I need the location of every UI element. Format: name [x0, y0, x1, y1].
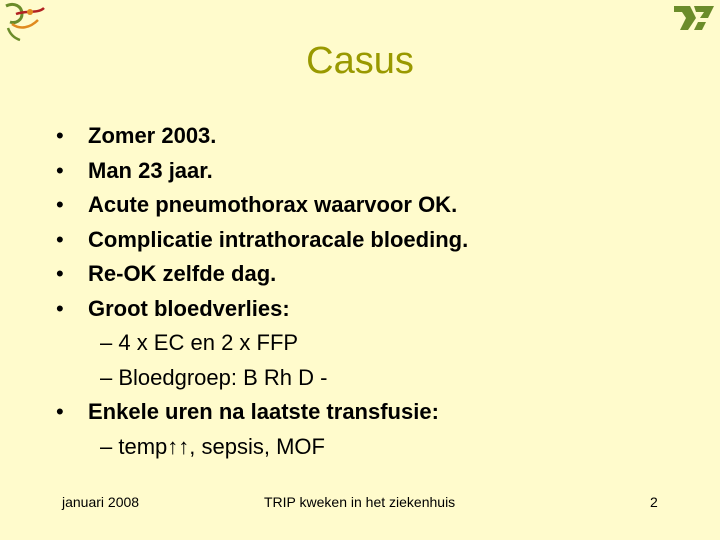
list-item	[0, 223, 720, 258]
sub-bullet-text: – 4 x EC en 2 x FFP	[100, 330, 299, 355]
sub-list-item	[0, 361, 720, 396]
bullet-text: Enkele uren na laatste transfusie:	[88, 399, 439, 424]
bullet-text: Complicatie intrathoracale bloeding.	[88, 226, 469, 252]
bullet-marker: •	[56, 157, 64, 183]
sub-list-item	[0, 430, 720, 465]
bullet-marker: •	[56, 192, 64, 217]
bullet-marker: •	[56, 226, 64, 252]
bullet-text: Man 23 jaar.	[88, 157, 213, 183]
sub-bullet-text: – Bloedgroep: B Rh D -	[100, 364, 328, 390]
list-item	[0, 154, 720, 189]
list-item	[0, 395, 720, 430]
bullet-text: Re-OK zelfde dag.	[88, 261, 277, 286]
bullet-text: Zomer 2003.	[88, 123, 217, 148]
bullet-marker: •	[56, 399, 64, 424]
trip-logo-icon	[670, 0, 718, 34]
bullet-text: Acute pneumothorax waarvoor OK.	[88, 192, 458, 217]
bullet-list	[0, 119, 720, 464]
bullet-marker: •	[56, 261, 64, 286]
sub-list-item	[0, 326, 720, 361]
slide-title: Casus	[306, 40, 414, 82]
up-arrows-icon: ↑↑	[167, 433, 190, 459]
list-item	[0, 292, 720, 327]
sub-bullet-suffix: , sepsis, MOF	[189, 433, 325, 459]
footer-title: TRIP kweken in het ziekenhuis	[264, 494, 456, 510]
sub-bullet-prefix: – temp	[100, 433, 168, 459]
footer-date: januari 2008	[62, 494, 140, 510]
bullet-marker: •	[56, 295, 64, 321]
bullet-text: Groot bloedverlies:	[88, 295, 290, 321]
bullet-marker: •	[56, 123, 64, 148]
sub-bullet-text	[100, 430, 325, 465]
page-number: 2	[650, 494, 658, 510]
list-item	[0, 257, 720, 292]
list-item	[0, 188, 720, 223]
list-item	[0, 119, 720, 154]
